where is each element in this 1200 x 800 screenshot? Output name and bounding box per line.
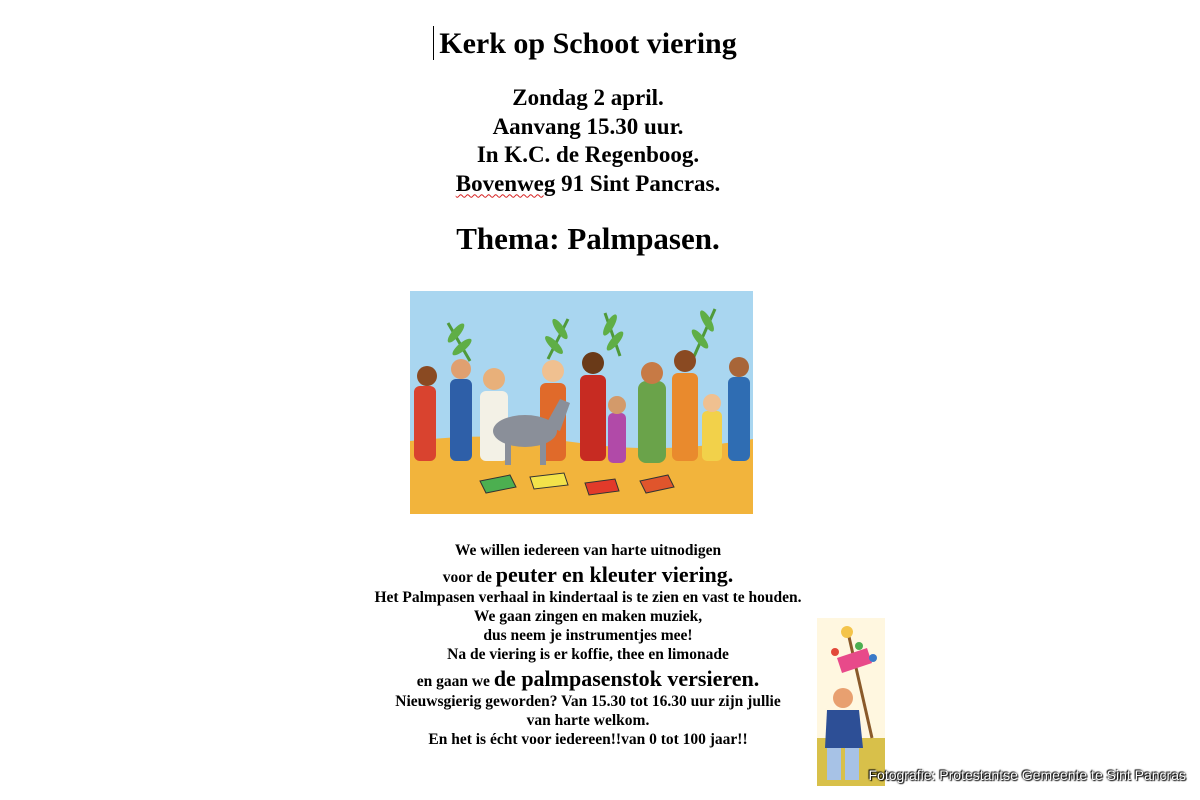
invite-line-8: Nieuwsgierig geworden? Van 15.30 tot 16.30 uur zijn jullie	[395, 693, 781, 710]
invitation-text	[0, 541, 1176, 749]
page-title: Kerk op Schoot viering	[439, 27, 737, 60]
photo-credit: Fotografie: Protestantse Gemeente te Sint Pancras	[868, 767, 1186, 783]
invite-line-7-prefix: en gaan we	[416, 673, 494, 690]
invite-line-7	[0, 664, 1176, 692]
palm-sunday-illustration	[410, 291, 753, 514]
invite-line-7-emphasis: de palmpasenstok versieren.	[493, 666, 760, 691]
invite-line-4: We gaan zingen en maken muziek,	[473, 608, 703, 625]
invite-line-2	[0, 560, 1176, 588]
address-line	[0, 170, 1176, 199]
venue-line: In K.C. de Regenboog.	[476, 142, 700, 167]
theme-heading: Thema: Palmpasen.	[456, 221, 720, 256]
invite-line-3: Het Palmpasen verhaal in kindertaal is te zien en vast te houden.	[374, 589, 802, 606]
invite-line-5: dus neem je instrumentjes mee!	[483, 627, 693, 644]
address-rest: 91 Sint Pancras.	[555, 170, 721, 196]
invite-line-2-prefix: voor de	[442, 569, 496, 586]
invite-line-6: Na de viering is er koffie, thee en limonade	[447, 646, 729, 663]
invite-line-1: We willen iedereen van harte uitnodigen	[454, 542, 722, 559]
event-details	[0, 84, 1176, 198]
invite-line-10: En het is écht voor iedereen!!van 0 tot 100 jaar!!	[428, 731, 748, 748]
invite-line-9: van harte welkom.	[526, 712, 650, 729]
invite-line-2-emphasis: peuter en kleuter viering.	[495, 562, 734, 587]
date-line: Zondag 2 april.	[512, 85, 664, 110]
time-line: Aanvang 15.30 uur.	[492, 113, 684, 139]
spellcheck-word: Bovenweg	[455, 170, 556, 196]
child-with-palm-stick-illustration	[817, 618, 885, 786]
